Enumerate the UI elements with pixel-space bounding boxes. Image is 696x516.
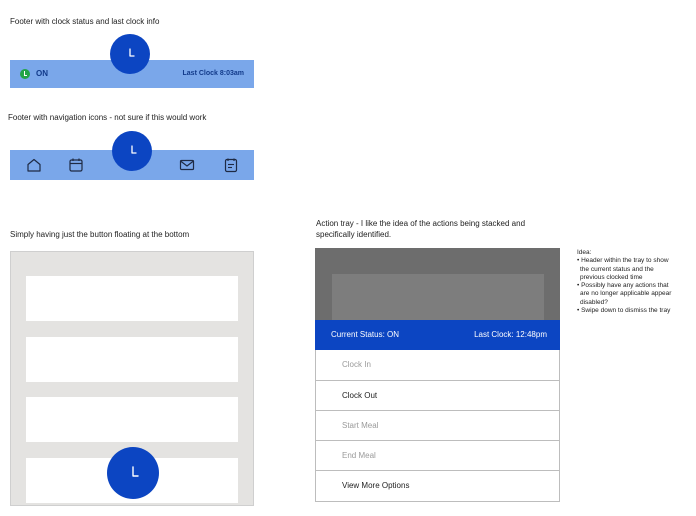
idea-line: • Header within the tray to show <box>577 257 669 265</box>
caption-footer-status: Footer with clock status and last clock info <box>10 17 160 26</box>
dimmed-background <box>315 248 560 320</box>
calendar-list-icon[interactable] <box>222 156 240 174</box>
idea-title: Idea: <box>577 249 592 256</box>
content-card <box>26 276 238 321</box>
content-card <box>26 397 238 442</box>
idea-line: previous clocked time <box>580 273 643 281</box>
clock-icon <box>112 131 152 171</box>
check-circle-icon <box>20 69 30 79</box>
clock-fab-button[interactable] <box>110 34 150 74</box>
idea-notes <box>577 249 671 315</box>
idea-line: • Possibly have any actions that <box>577 282 669 290</box>
tray-last-clock: Last Clock: 12:48pm <box>474 330 547 339</box>
content-card <box>26 337 238 382</box>
status-label: ON <box>36 69 48 78</box>
caption-footer-nav: Footer with navigation icons - not sure if this would work <box>8 113 207 122</box>
caption-action-tray-line1: Action tray - I like the idea of the actions being stacked and <box>316 219 526 228</box>
clock-icon <box>110 34 150 74</box>
view-more-options-button[interactable]: View More Options <box>315 471 560 502</box>
tray-header <box>315 320 560 350</box>
home-icon[interactable] <box>25 156 43 174</box>
start-meal-button[interactable]: Start Meal <box>315 411 560 441</box>
clock-icon <box>107 447 159 499</box>
action-tray-mockup <box>315 248 560 506</box>
tray-current-status: Current Status: ON <box>331 330 400 339</box>
clock-fab-button[interactable] <box>112 131 152 171</box>
floating-clock-button[interactable] <box>107 447 159 499</box>
idea-line: disabled? <box>580 298 608 306</box>
caption-floating-button: Simply having just the button floating at the bottom <box>10 230 190 239</box>
calendar-icon[interactable] <box>67 156 85 174</box>
dimmed-card <box>332 274 544 320</box>
caption-action-tray-line2: specifically identified. <box>316 230 392 239</box>
last-clock-text: Last Clock 8:03am <box>182 70 244 77</box>
idea-line: are no longer applicable appear <box>580 290 672 298</box>
idea-line: • Swipe down to dismiss the tray <box>577 307 671 315</box>
clock-out-button[interactable]: Clock Out <box>315 381 560 411</box>
mail-icon[interactable] <box>178 156 196 174</box>
clock-in-button[interactable]: Clock In <box>315 350 560 381</box>
end-meal-button[interactable]: End Meal <box>315 441 560 471</box>
idea-line: the current status and the <box>580 265 654 273</box>
